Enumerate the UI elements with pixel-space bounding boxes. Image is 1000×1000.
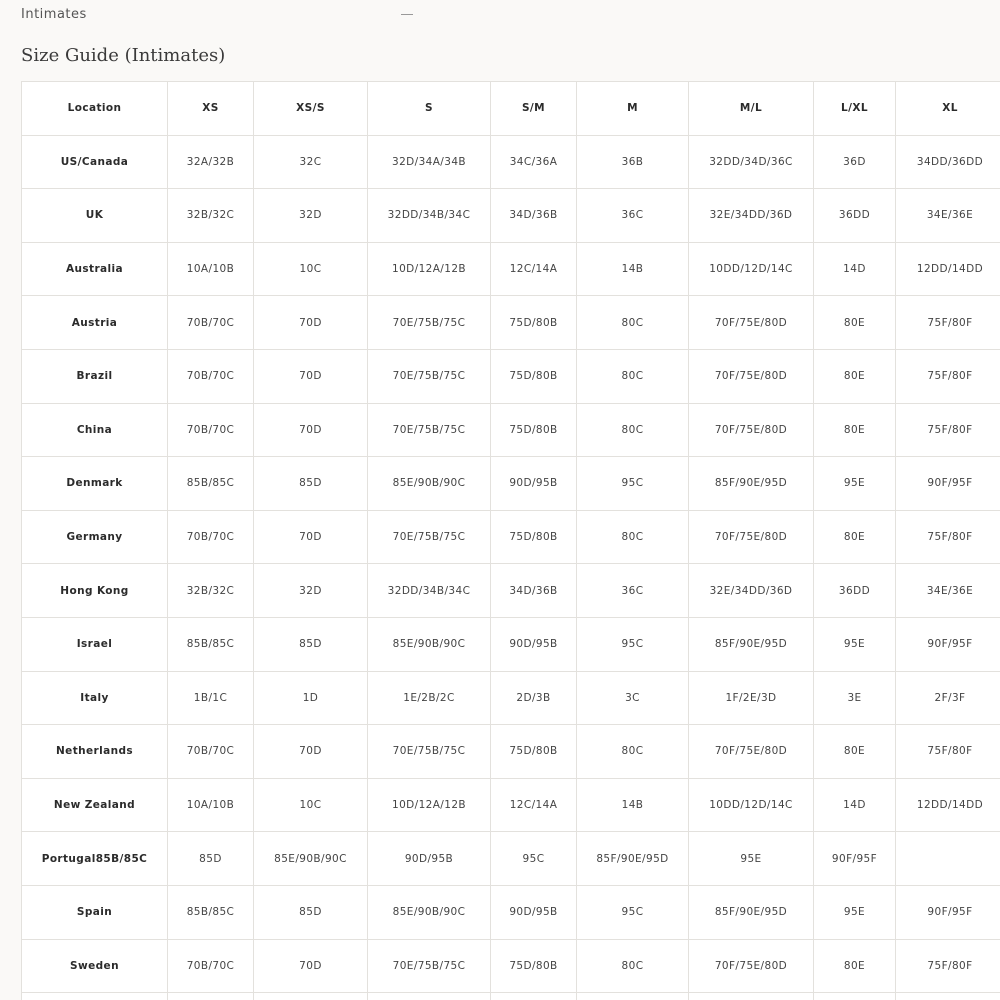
size-cell: 70D	[254, 349, 368, 403]
size-cell: 34E/36E	[896, 189, 1000, 243]
location-cell: Hong Kong	[22, 564, 168, 618]
size-cell: 32A/32B	[168, 135, 254, 189]
column-header: S/M	[491, 82, 577, 136]
size-cell: 10C	[254, 778, 368, 832]
size-cell: 85B/85C	[168, 617, 254, 671]
size-cell: 32D/34A/34B	[368, 135, 491, 189]
size-cell	[491, 993, 577, 1000]
size-cell: 36DD	[814, 564, 896, 618]
table-body	[22, 135, 1000, 1000]
size-cell: 32E/34DD/36D	[689, 564, 814, 618]
size-cell: 2D/3B	[491, 671, 577, 725]
table-row	[22, 939, 1000, 993]
size-cell: 70E/75B/75C	[368, 510, 491, 564]
size-cell: 85D	[254, 457, 368, 511]
size-cell: 36B	[577, 135, 689, 189]
size-cell: 90F/95F	[896, 617, 1000, 671]
size-cell: 10A/10B	[168, 242, 254, 296]
size-cell: 1B/1C	[168, 671, 254, 725]
size-cell: 70D	[254, 939, 368, 993]
column-header: M	[577, 82, 689, 136]
size-cell: 80E	[814, 510, 896, 564]
table-row	[22, 885, 1000, 939]
size-cell: 14B	[577, 778, 689, 832]
column-header: XL	[896, 82, 1000, 136]
size-cell: 1D	[254, 671, 368, 725]
size-cell: 80E	[814, 296, 896, 350]
table-row	[22, 457, 1000, 511]
size-cell: 75F/80F	[896, 510, 1000, 564]
size-cell: 70B/70C	[168, 349, 254, 403]
location-cell: US/Canada	[22, 135, 168, 189]
size-cell: 32D	[254, 189, 368, 243]
location-cell: Netherlands	[22, 725, 168, 779]
size-cell: 85F/90E/95D	[577, 832, 689, 886]
size-cell: 95C	[577, 617, 689, 671]
size-cell: 70E/75B/75C	[368, 296, 491, 350]
location-cell: UK	[22, 189, 168, 243]
size-cell: 85D	[254, 885, 368, 939]
size-cell: 14D	[814, 242, 896, 296]
size-cell: 75F/80F	[896, 725, 1000, 779]
column-header: Location	[22, 82, 168, 136]
size-cell: 95E	[689, 832, 814, 886]
size-cell: 32DD/34B/34C	[368, 564, 491, 618]
size-cell: 85E/90B/90C	[368, 457, 491, 511]
size-cell	[168, 993, 254, 1000]
size-cell: 75F/80F	[896, 403, 1000, 457]
size-cell: 14B	[577, 242, 689, 296]
size-cell: 32B/32C	[168, 564, 254, 618]
size-cell: 90D/95B	[368, 832, 491, 886]
location-cell: Denmark	[22, 457, 168, 511]
size-cell: 3C	[577, 671, 689, 725]
size-cell: 1F/2E/3D	[689, 671, 814, 725]
size-cell: 70F/75E/80D	[689, 725, 814, 779]
size-cell: 85F/90E/95D	[689, 617, 814, 671]
size-cell: 80C	[577, 403, 689, 457]
size-cell: 80C	[577, 725, 689, 779]
size-cell: 75D/80B	[491, 510, 577, 564]
table-row	[22, 778, 1000, 832]
size-cell: 70D	[254, 725, 368, 779]
size-cell: 85D	[168, 832, 254, 886]
size-cell	[368, 993, 491, 1000]
size-cell: 70B/70C	[168, 939, 254, 993]
table-row	[22, 564, 1000, 618]
size-table	[21, 81, 1000, 1000]
location-cell: New Zealand	[22, 778, 168, 832]
size-cell: 12DD/14DD	[896, 778, 1000, 832]
size-cell: 90D/95B	[491, 885, 577, 939]
size-cell: 32DD/34D/36C	[689, 135, 814, 189]
size-cell: 80E	[814, 939, 896, 993]
size-cell: 32DD/34B/34C	[368, 189, 491, 243]
table-row	[22, 617, 1000, 671]
location-cell: Austria	[22, 296, 168, 350]
size-cell: 70F/75E/80D	[689, 939, 814, 993]
size-cell: 95E	[814, 457, 896, 511]
table-row	[22, 403, 1000, 457]
size-cell: 80C	[577, 939, 689, 993]
size-cell: 10D/12A/12B	[368, 778, 491, 832]
size-cell: 95C	[491, 832, 577, 886]
size-cell	[689, 993, 814, 1000]
size-cell: 32D	[254, 564, 368, 618]
size-cell: 90F/95F	[896, 457, 1000, 511]
size-cell: 70D	[254, 296, 368, 350]
size-cell: 80E	[814, 725, 896, 779]
table-header-row	[22, 82, 1000, 136]
size-table-container[interactable]	[21, 81, 1000, 1000]
size-cell: 36C	[577, 189, 689, 243]
size-cell: 75D/80B	[491, 349, 577, 403]
size-cell: 70D	[254, 510, 368, 564]
size-cell: 70D	[254, 403, 368, 457]
location-cell: Australia	[22, 242, 168, 296]
size-cell: 10D/12A/12B	[368, 242, 491, 296]
table-row	[22, 510, 1000, 564]
size-cell	[896, 832, 1000, 886]
size-cell: 70E/75B/75C	[368, 403, 491, 457]
size-cell: 2F/3F	[896, 671, 1000, 725]
size-cell: 95E	[814, 885, 896, 939]
size-cell: 14D	[814, 778, 896, 832]
size-cell: 80C	[577, 296, 689, 350]
size-cell: 12C/14A	[491, 778, 577, 832]
table-row	[22, 242, 1000, 296]
table-row	[22, 993, 1000, 1000]
size-cell: 32B/32C	[168, 189, 254, 243]
size-cell: 75D/80B	[491, 939, 577, 993]
size-cell: 36DD	[814, 189, 896, 243]
size-cell	[814, 993, 896, 1000]
size-cell: 90D/95B	[491, 617, 577, 671]
size-cell: 80E	[814, 349, 896, 403]
size-cell: 80C	[577, 349, 689, 403]
size-cell: 70F/75E/80D	[689, 403, 814, 457]
size-cell: 3E	[814, 671, 896, 725]
size-cell: 36D	[814, 135, 896, 189]
table-row	[22, 135, 1000, 189]
size-cell: 34D/36B	[491, 564, 577, 618]
size-cell: 34C/36A	[491, 135, 577, 189]
size-cell: 80C	[577, 510, 689, 564]
size-cell: 1E/2B/2C	[368, 671, 491, 725]
size-cell: 90F/95F	[896, 885, 1000, 939]
column-header: XS	[168, 82, 254, 136]
location-cell: Brazil	[22, 349, 168, 403]
size-cell: 85E/90B/90C	[254, 832, 368, 886]
size-cell: 70F/75E/80D	[689, 296, 814, 350]
size-cell: 70E/75B/75C	[368, 349, 491, 403]
size-cell: 70B/70C	[168, 296, 254, 350]
size-cell: 95E	[814, 617, 896, 671]
location-cell: Germany	[22, 510, 168, 564]
size-cell	[896, 993, 1000, 1000]
size-cell: 10DD/12D/14C	[689, 242, 814, 296]
size-cell: 70B/70C	[168, 725, 254, 779]
size-cell: 34E/36E	[896, 564, 1000, 618]
section-header[interactable]	[0, 0, 1000, 30]
location-cell: Spain	[22, 885, 168, 939]
size-cell: 85D	[254, 617, 368, 671]
size-cell: 80E	[814, 403, 896, 457]
size-cell: 32C	[254, 135, 368, 189]
table-row	[22, 189, 1000, 243]
table-row	[22, 832, 1000, 886]
location-cell	[22, 993, 168, 1000]
size-cell: 32E/34DD/36D	[689, 189, 814, 243]
size-cell: 75D/80B	[491, 403, 577, 457]
size-cell: 90F/95F	[814, 832, 896, 886]
column-header: M/L	[689, 82, 814, 136]
size-cell: 70B/70C	[168, 510, 254, 564]
column-header: XS/S	[254, 82, 368, 136]
size-cell: 10C	[254, 242, 368, 296]
size-cell: 75F/80F	[896, 296, 1000, 350]
size-cell: 85F/90E/95D	[689, 457, 814, 511]
size-cell	[254, 993, 368, 1000]
section-label: Intimates	[21, 7, 87, 22]
size-cell: 70F/75E/80D	[689, 510, 814, 564]
size-cell: 70F/75E/80D	[689, 349, 814, 403]
size-cell: 34DD/36DD	[896, 135, 1000, 189]
location-cell: Sweden	[22, 939, 168, 993]
size-cell	[577, 993, 689, 1000]
table-row	[22, 349, 1000, 403]
size-cell: 12DD/14DD	[896, 242, 1000, 296]
size-cell: 12C/14A	[491, 242, 577, 296]
size-cell: 75D/80B	[491, 725, 577, 779]
size-cell: 34D/36B	[491, 189, 577, 243]
size-cell: 85B/85C	[168, 457, 254, 511]
table-row	[22, 671, 1000, 725]
column-header: L/XL	[814, 82, 896, 136]
location-cell: Italy	[22, 671, 168, 725]
size-cell: 10A/10B	[168, 778, 254, 832]
size-cell: 36C	[577, 564, 689, 618]
collapse-icon[interactable]	[401, 14, 413, 15]
size-cell: 70E/75B/75C	[368, 939, 491, 993]
column-header: S	[368, 82, 491, 136]
size-cell: 85E/90B/90C	[368, 617, 491, 671]
size-cell: 85B/85C	[168, 885, 254, 939]
location-cell: Portugal85B/85C	[22, 832, 168, 886]
table-row	[22, 296, 1000, 350]
size-cell: 85E/90B/90C	[368, 885, 491, 939]
location-cell: China	[22, 403, 168, 457]
size-cell: 75D/80B	[491, 296, 577, 350]
size-cell: 75F/80F	[896, 939, 1000, 993]
size-cell: 95C	[577, 457, 689, 511]
size-cell: 70B/70C	[168, 403, 254, 457]
table-row	[22, 725, 1000, 779]
size-cell: 90D/95B	[491, 457, 577, 511]
page-title: Size Guide (Intimates)	[21, 45, 226, 66]
size-cell: 95C	[577, 885, 689, 939]
size-cell: 85F/90E/95D	[689, 885, 814, 939]
location-cell: Israel	[22, 617, 168, 671]
size-cell: 75F/80F	[896, 349, 1000, 403]
size-cell: 70E/75B/75C	[368, 725, 491, 779]
size-cell: 10DD/12D/14C	[689, 778, 814, 832]
